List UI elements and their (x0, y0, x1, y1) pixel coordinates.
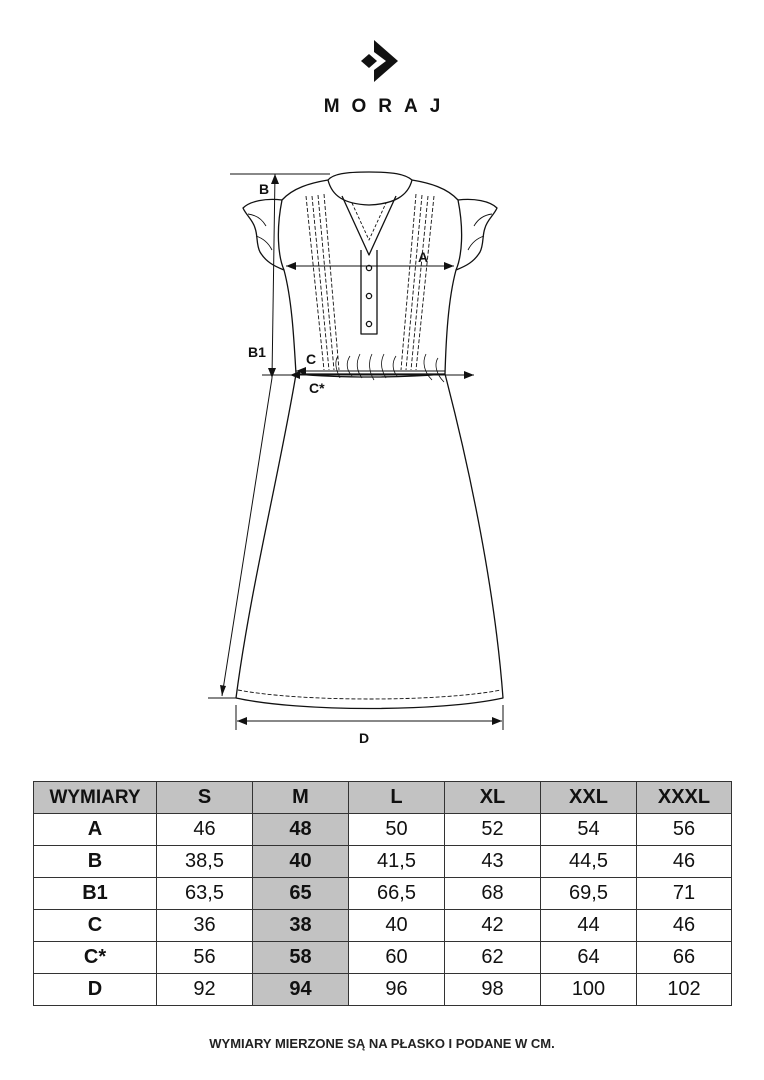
hem-stitch (238, 690, 501, 699)
header-cell: WYMIARY (34, 782, 157, 814)
table-cell: 98 (445, 974, 541, 1006)
table-cell: 71 (637, 878, 732, 910)
measurement-footnote: WYMIARY MIERZONE SĄ NA PŁASKO I PODANE W CM. (209, 1036, 555, 1051)
header-cell: XL (445, 782, 541, 814)
table-cell: 100 (541, 974, 637, 1006)
label-a: A (418, 249, 429, 265)
row-label: D (34, 974, 157, 1006)
table-cell: 46 (637, 846, 732, 878)
table-cell: 66 (637, 942, 732, 974)
table-cell: 65 (253, 878, 349, 910)
row-label: C (34, 910, 157, 942)
table-cell: 58 (253, 942, 349, 974)
header-cell: L (349, 782, 445, 814)
table-cell: 43 (445, 846, 541, 878)
table-cell: 56 (637, 814, 732, 846)
table-cell: 44,5 (541, 846, 637, 878)
table-cell: 48 (253, 814, 349, 846)
table-cell: 52 (445, 814, 541, 846)
table-cell: 94 (253, 974, 349, 1006)
table-row (34, 846, 732, 878)
header-cell: XXL (541, 782, 637, 814)
label-d: D (359, 730, 370, 746)
table-cell: 62 (445, 942, 541, 974)
table-cell: 92 (157, 974, 253, 1006)
table-cell: 68 (445, 878, 541, 910)
table-cell: 38 (253, 910, 349, 942)
table-cell: 38,5 (157, 846, 253, 878)
moraj-chevron-logo-icon (360, 40, 404, 82)
table-cell: 69,5 (541, 878, 637, 910)
button (366, 321, 371, 326)
table-cell: 56 (157, 942, 253, 974)
label-b1: B1 (248, 344, 266, 360)
row-label: B (34, 846, 157, 878)
b-measure-line (272, 174, 275, 378)
label-c-star: C* (309, 380, 325, 396)
brand-logo (0, 40, 764, 118)
row-label: C* (34, 942, 157, 974)
table-row (34, 974, 732, 1006)
row-label: A (34, 814, 157, 846)
table-cell: 60 (349, 942, 445, 974)
table-row (34, 942, 732, 974)
table-cell: 46 (157, 814, 253, 846)
button (366, 293, 371, 298)
table-cell: 64 (541, 942, 637, 974)
table-cell: 36 (157, 910, 253, 942)
header-cell: S (157, 782, 253, 814)
table-row (34, 878, 732, 910)
table-cell: 102 (637, 974, 732, 1006)
brand-name: MORAJ (323, 96, 453, 117)
table-cell: 46 (637, 910, 732, 942)
row-label: B1 (34, 878, 157, 910)
table-cell: 96 (349, 974, 445, 1006)
skirt-outline (236, 374, 503, 709)
label-c: C (306, 351, 317, 367)
label-b: B (259, 181, 270, 197)
size-table-header (34, 782, 732, 814)
table-cell: 40 (349, 910, 445, 942)
table-cell: 40 (253, 846, 349, 878)
size-table (33, 781, 732, 1006)
table-cell: 42 (445, 910, 541, 942)
table-row (34, 910, 732, 942)
table-cell: 41,5 (349, 846, 445, 878)
table-row (34, 814, 732, 846)
table-cell: 63,5 (157, 878, 253, 910)
table-cell: 66,5 (349, 878, 445, 910)
bodice-outline (278, 180, 461, 374)
header-cell: M (253, 782, 349, 814)
table-cell: 50 (349, 814, 445, 846)
collar (328, 172, 412, 205)
table-cell: 44 (541, 910, 637, 942)
header-cell: XXXL (637, 782, 732, 814)
dress-technical-drawing (0, 160, 764, 750)
table-cell: 54 (541, 814, 637, 846)
